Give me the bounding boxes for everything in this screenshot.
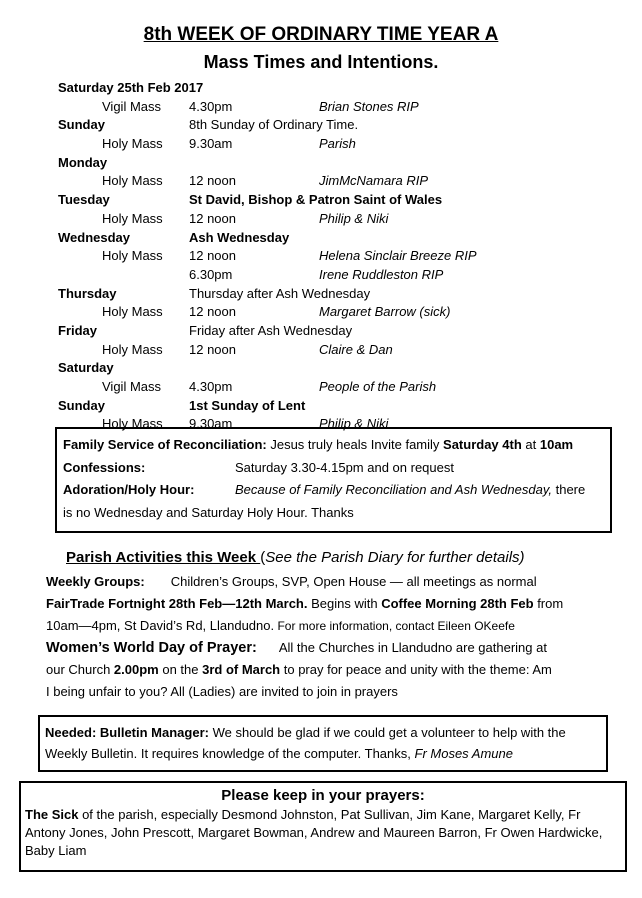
- schedule-row: [0, 98, 642, 117]
- schedule-day: Saturday: [58, 360, 114, 376]
- schedule-row: [0, 135, 642, 154]
- schedule-intention: Helena Sinclair Breeze RIP: [319, 248, 477, 264]
- schedule-row: [0, 154, 642, 173]
- schedule-time: 9.30am: [189, 416, 233, 432]
- schedule-row: [0, 79, 642, 98]
- reconciliation-at: at: [521, 437, 540, 452]
- schedule-day: Wednesday: [58, 229, 131, 245]
- schedule-intention: People of the Parish: [319, 379, 437, 394]
- schedule-intention: Margaret Barrow (sick): [319, 304, 451, 320]
- schedule-occasion: Friday after Ash Wednesday: [189, 322, 353, 338]
- mass-schedule: [0, 79, 642, 434]
- confessions-times: Saturday 3.30-4.15pm and on request: [235, 459, 454, 475]
- schedule-day: Friday: [58, 322, 98, 338]
- needed-text: We should be glad if we could get a volunteer to help with the Weekly Bulletin. It requires knowledge of the computer. Thanks,: [45, 725, 566, 761]
- adoration-label: Adoration/Holy Hour:: [63, 482, 195, 497]
- schedule-mass-type: Holy Mass: [102, 341, 163, 357]
- schedule-mass-type: Holy Mass: [102, 248, 163, 264]
- schedule-row: [0, 378, 642, 397]
- schedule-day: Sunday: [58, 117, 105, 133]
- sick-label: The Sick: [25, 807, 79, 822]
- wwdp-date: 3rd of March: [202, 662, 281, 677]
- wwdp-invite: I being unfair to you? All (Ladies) are invited to join in prayers: [46, 684, 398, 699]
- schedule-row: [0, 191, 642, 210]
- coffee-morning: Coffee Morning 28th Feb: [381, 596, 534, 611]
- schedule-time: 9.30am: [189, 136, 233, 152]
- schedule-time: 12 noon: [189, 210, 236, 226]
- fairtrade-venue: 10am—4pm, St David’s Rd, Llandudno.: [46, 618, 275, 633]
- schedule-mass-type: Vigil Mass: [102, 98, 162, 114]
- weekly-groups-label: Weekly Groups:: [46, 574, 145, 589]
- mass-times-heading: Mass Times and Intentions.: [203, 52, 439, 72]
- reconciliation-text: Jesus truly heals Invite family: [266, 437, 444, 452]
- schedule-day: Sunday: [58, 397, 105, 413]
- schedule-day: Thursday: [58, 285, 117, 301]
- prayers-box: [19, 781, 627, 872]
- schedule-day: Monday: [58, 154, 108, 170]
- schedule-row: [0, 247, 642, 266]
- schedule-row: [0, 285, 642, 304]
- signature: Fr Moses Amune: [414, 746, 513, 761]
- schedule-time: 12 noon: [189, 304, 236, 320]
- schedule-row: [0, 116, 642, 135]
- schedule-mass-type: Holy Mass: [102, 416, 163, 432]
- schedule-time: 12 noon: [189, 341, 236, 357]
- schedule-time: 6.30pm: [189, 266, 233, 282]
- wwdp-time: 2.00pm: [113, 662, 159, 677]
- parish-activities: Weekly Groups: Children’s Groups, SVP, Open House — all meetings as normal FairTrade Fortnight 28th Feb—12th March. Begins with Coffee Morning 28th Feb from 10am—4pm, St David’s Rd, Llandudno. For more information, contact Eileen OKeefe Women’s World Day of Prayer: All the Churches in Llandudno are gathering at our Church 2.00pm on the 3rd of March to pray for peace and unity with the theme: Am I being unfair to you? All (Ladies) are invited to join in prayers: [46, 571, 606, 703]
- parish-activities-heading: Parish Activities this Week (See the Parish Diary for further details): [66, 549, 525, 566]
- schedule-row: [0, 266, 642, 285]
- adoration-note: Because of Family Reconciliation and Ash Wednesday,: [235, 482, 552, 497]
- schedule-intention: Philip & Niki: [319, 416, 389, 432]
- schedule-intention: Claire & Dan: [319, 341, 393, 357]
- schedule-time: 4.30pm: [189, 379, 233, 394]
- wwdp-text: All the Churches in Llandudno are gathering at: [278, 640, 547, 655]
- schedule-mass-type: Holy Mass: [102, 173, 163, 189]
- prayers-heading: Please keep in your prayers:: [221, 787, 425, 804]
- schedule-mass-type: Holy Mass: [102, 210, 163, 226]
- schedule-intention: Philip & Niki: [319, 210, 389, 226]
- confessions-label: Confessions:: [63, 459, 146, 475]
- bulletin-title: 8th WEEK OF ORDINARY TIME YEAR A: [143, 24, 499, 45]
- schedule-occasion: Thursday after Ash Wednesday: [189, 285, 371, 301]
- reconciliation-time: 10am: [539, 437, 574, 452]
- schedule-row: [0, 210, 642, 229]
- schedule-intention: JimMcNamara RIP: [319, 173, 429, 189]
- schedule-row: [0, 172, 642, 191]
- weekly-groups-text: Children’s Groups, SVP, Open House — all meetings as normal: [170, 574, 537, 589]
- bulletin-manager-box: [38, 715, 608, 772]
- adoration-text-2: is no Wednesday and Saturday Holy Hour. Thanks: [63, 504, 354, 520]
- schedule-row: [0, 341, 642, 360]
- fairtrade-text: Begins with: [307, 596, 382, 611]
- reconciliation-box: [55, 427, 612, 533]
- schedule-row: [0, 359, 642, 378]
- schedule-feast: St David, Bishop & Patron Saint of Wales: [189, 192, 443, 208]
- needed-label: Needed: Bulletin Manager:: [45, 725, 209, 740]
- schedule-intention: Parish: [319, 136, 356, 152]
- schedule-row: [0, 397, 642, 416]
- schedule-time: 12 noon: [189, 248, 236, 264]
- sick-list: of the parish, especially Desmond Johnston, Pat Sullivan, Jim Kane, Margaret Kelly, Fr Antony Jones, John Prescott, Margaret Bowman, Andrew and Maureen Barron, Fr Owen Hardwicke, Baby Liam: [25, 807, 603, 858]
- schedule-day: Saturday 25th Feb 2017: [58, 80, 204, 95]
- schedule-intention: Irene Ruddleston RIP: [319, 266, 444, 282]
- fairtrade-contact: For more information, contact Eileen OKeefe: [274, 619, 515, 633]
- schedule-mass-type: Vigil Mass: [102, 379, 162, 394]
- schedule-row: [0, 303, 642, 322]
- schedule-feast: Ash Wednesday: [189, 229, 290, 245]
- reconciliation-date: Saturday 4th: [443, 437, 522, 452]
- fairtrade-from: from: [533, 596, 564, 611]
- schedule-mass-type: Holy Mass: [102, 136, 163, 152]
- schedule-feast: 1st Sunday of Lent: [189, 397, 306, 413]
- schedule-day: Tuesday: [58, 192, 110, 208]
- adoration-text: there: [551, 482, 586, 497]
- reconciliation-label: Family Service of Reconciliation:: [63, 437, 267, 452]
- schedule-occasion: 8th Sunday of Ordinary Time.: [189, 117, 359, 133]
- schedule-time: 12 noon: [189, 173, 236, 189]
- schedule-row: [0, 229, 642, 248]
- fairtrade-heading: FairTrade Fortnight 28th Feb—12th March.: [46, 596, 308, 611]
- schedule-time: 4.30pm: [189, 98, 233, 114]
- schedule-intention: Brian Stones RIP: [319, 98, 419, 114]
- schedule-mass-type: Holy Mass: [102, 304, 163, 320]
- schedule-row: [0, 322, 642, 341]
- wwdp-label: Women’s World Day of Prayer:: [46, 640, 257, 656]
